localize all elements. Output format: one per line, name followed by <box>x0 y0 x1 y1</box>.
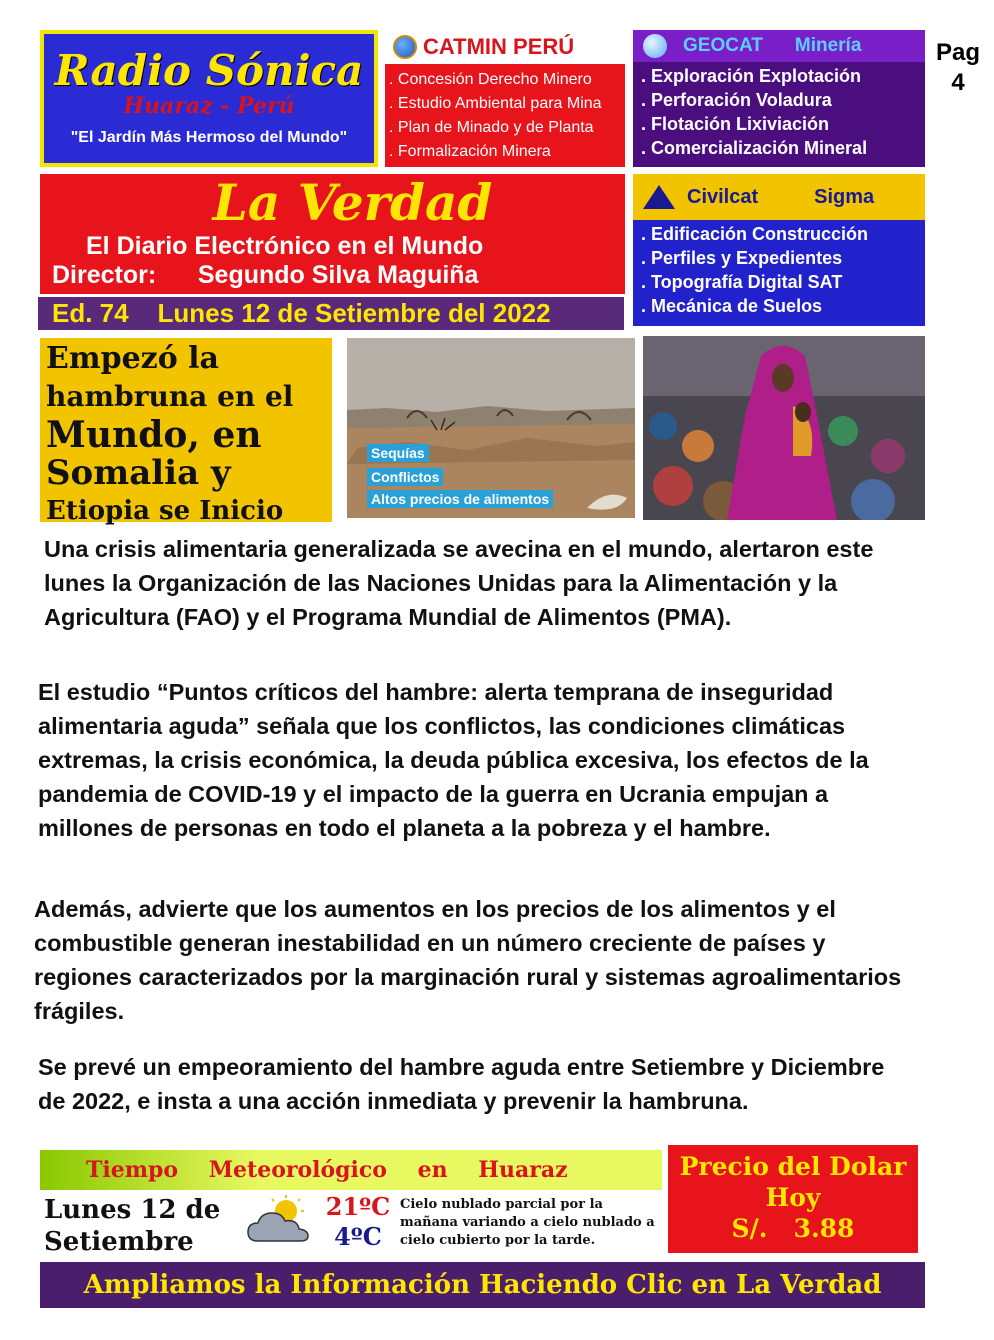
temp-low: 4ºC <box>334 1222 382 1251</box>
civilcat-service: . Edificación Construcción <box>641 224 869 244</box>
crowd-scene <box>643 336 925 520</box>
civilcat-service: . Topografía Digital SAT <box>641 272 843 292</box>
headline-line: Etiopia se Inicio <box>46 496 284 526</box>
weather-forecast: Cielo nublado parcial por la mañana variando a cielo nublado a cielo cubierto por la tarde. <box>400 1197 655 1248</box>
catmin-services <box>385 64 625 167</box>
weather-day-line: Setiembre <box>44 1227 194 1257</box>
civilcat-ad[interactable] <box>633 174 925 326</box>
crowd-photo <box>643 336 925 520</box>
page-value: 4 <box>951 69 965 96</box>
catmin-service: . Formalización Minera <box>389 143 551 160</box>
radio-sonica-banner[interactable] <box>40 30 378 167</box>
geocat-services <box>633 62 925 162</box>
weather-temps <box>322 1192 394 1252</box>
director-label: Director: <box>52 261 157 289</box>
dollar-value: 3.88 <box>793 1214 855 1243</box>
page-label: Pag <box>935 39 980 66</box>
photo-tag: Conflictos <box>367 468 443 486</box>
geocat-service: . Exploración Explotación <box>641 66 862 86</box>
headline-line: Empezó la <box>46 341 219 376</box>
geocat-title: GEOCAT <box>683 35 763 56</box>
article-paragraph: Se prevé un empeoramiento del hambre aguda entre Setiembre y Diciembre de 2022, e insta a una acción inmediata y prevenir la hambruna. <box>38 1054 885 1114</box>
weather-day <box>44 1194 244 1258</box>
masthead-subtitle: El Diario Electrónico en el Mundo <box>86 232 484 260</box>
geocat-service: . Flotación Lixiviación <box>641 114 830 134</box>
geocat-header <box>633 30 925 62</box>
headline-line: Mundo, en <box>46 414 262 456</box>
civilcat-services <box>633 220 925 320</box>
dollar-value-line <box>668 1213 918 1244</box>
masthead-title: La Verdad <box>212 173 493 232</box>
director-name: Segundo Silva Maguiña <box>197 261 479 289</box>
geocat-service: . Perforación Voladura <box>641 90 832 110</box>
dollar-line: Hoy <box>765 1183 821 1212</box>
partly-cloudy-icon <box>246 1195 316 1247</box>
article-paragraph: El estudio “Puntos críticos del hambre: alerta temprana de inseguridad alimentaria aguda” señala que los conflictos, las condiciones climáticas extremas, la crisis económica, la deuda pública excesiva, los efectos de la pandemia de COVID-19 y el impacto de la guerra en Ucrania empujan a millones de personas en todo el planeta a la pobreza y el hambre. <box>38 679 869 841</box>
weather-title-bar: Tiempo Meteorológico en Huaraz <box>40 1150 662 1190</box>
civilcat-title: Civilcat <box>687 185 759 208</box>
page-number <box>930 38 986 98</box>
catmin-header <box>385 30 625 64</box>
photo-tag: Sequías <box>367 444 429 462</box>
dollar-price-box <box>668 1145 918 1253</box>
geocat-service: . Comercialización Mineral <box>641 138 868 158</box>
catmin-service: . Plan de Minado y de Planta <box>389 119 594 136</box>
photo-tag: Altos precios de alimentos <box>367 490 553 508</box>
masthead[interactable] <box>40 174 625 294</box>
edition-bar <box>38 297 624 330</box>
civilcat-subtitle: Sigma <box>814 185 875 208</box>
civilcat-service: . Perfiles y Expedientes <box>641 248 843 268</box>
headline-line: Somalia y <box>46 453 231 493</box>
weather-day-line: Lunes 12 de <box>44 1195 221 1225</box>
catmin-service: . Estudio Ambiental para Mina <box>389 95 602 112</box>
article-paragraph: Una crisis alimentaria generalizada se avecina en el mundo, alertaron este lunes la Organización de las Naciones Unidas para la Alimentación y la Agricultura (FAO) y el Programa Mundial de Alimentos (PMA). <box>44 536 874 630</box>
catmin-service: . Concesión Derecho Minero <box>389 71 592 88</box>
civilcat-header <box>633 174 925 220</box>
catmin-title: CATMIN PERÚ <box>423 34 575 59</box>
dollar-line: Precio del Dolar <box>679 1152 907 1181</box>
globe-icon <box>643 34 667 58</box>
article-paragraph: Además, advierte que los aumentos en los precios de los alimentos y el combustible generan inestabilidad en un número creciente de países y regiones caracterizados por la marginación rural y sistemas agroalimentarios frágiles. <box>34 896 902 1024</box>
currency-symbol: S/. <box>731 1214 768 1243</box>
radio-name: Radio Sónica <box>54 46 364 95</box>
director-line <box>40 260 625 290</box>
headline-box <box>40 338 332 526</box>
triangle-icon <box>643 185 675 209</box>
edition-number: Ed. 74 <box>52 298 129 328</box>
edition-date: Lunes 12 de Setiembre del 2022 <box>157 298 551 328</box>
catmin-ad[interactable] <box>385 30 625 167</box>
geocat-ad[interactable] <box>633 30 925 167</box>
temp-high: 21ºC <box>325 1192 391 1221</box>
geocat-subtitle: Minería <box>794 35 862 56</box>
radio-slogan: "El Jardín Más Hermoso del Mundo" <box>70 129 348 146</box>
footer-link-bar[interactable]: Ampliamos la Información Haciendo Clic en La Verdad <box>40 1262 925 1308</box>
radio-city: Huaraz - Perú <box>123 93 295 119</box>
drought-photo <box>347 338 635 518</box>
headline-line: hambruna en el <box>46 380 294 413</box>
civilcat-service: . Mecánica de Suelos <box>641 296 823 316</box>
globe-icon <box>393 35 417 59</box>
